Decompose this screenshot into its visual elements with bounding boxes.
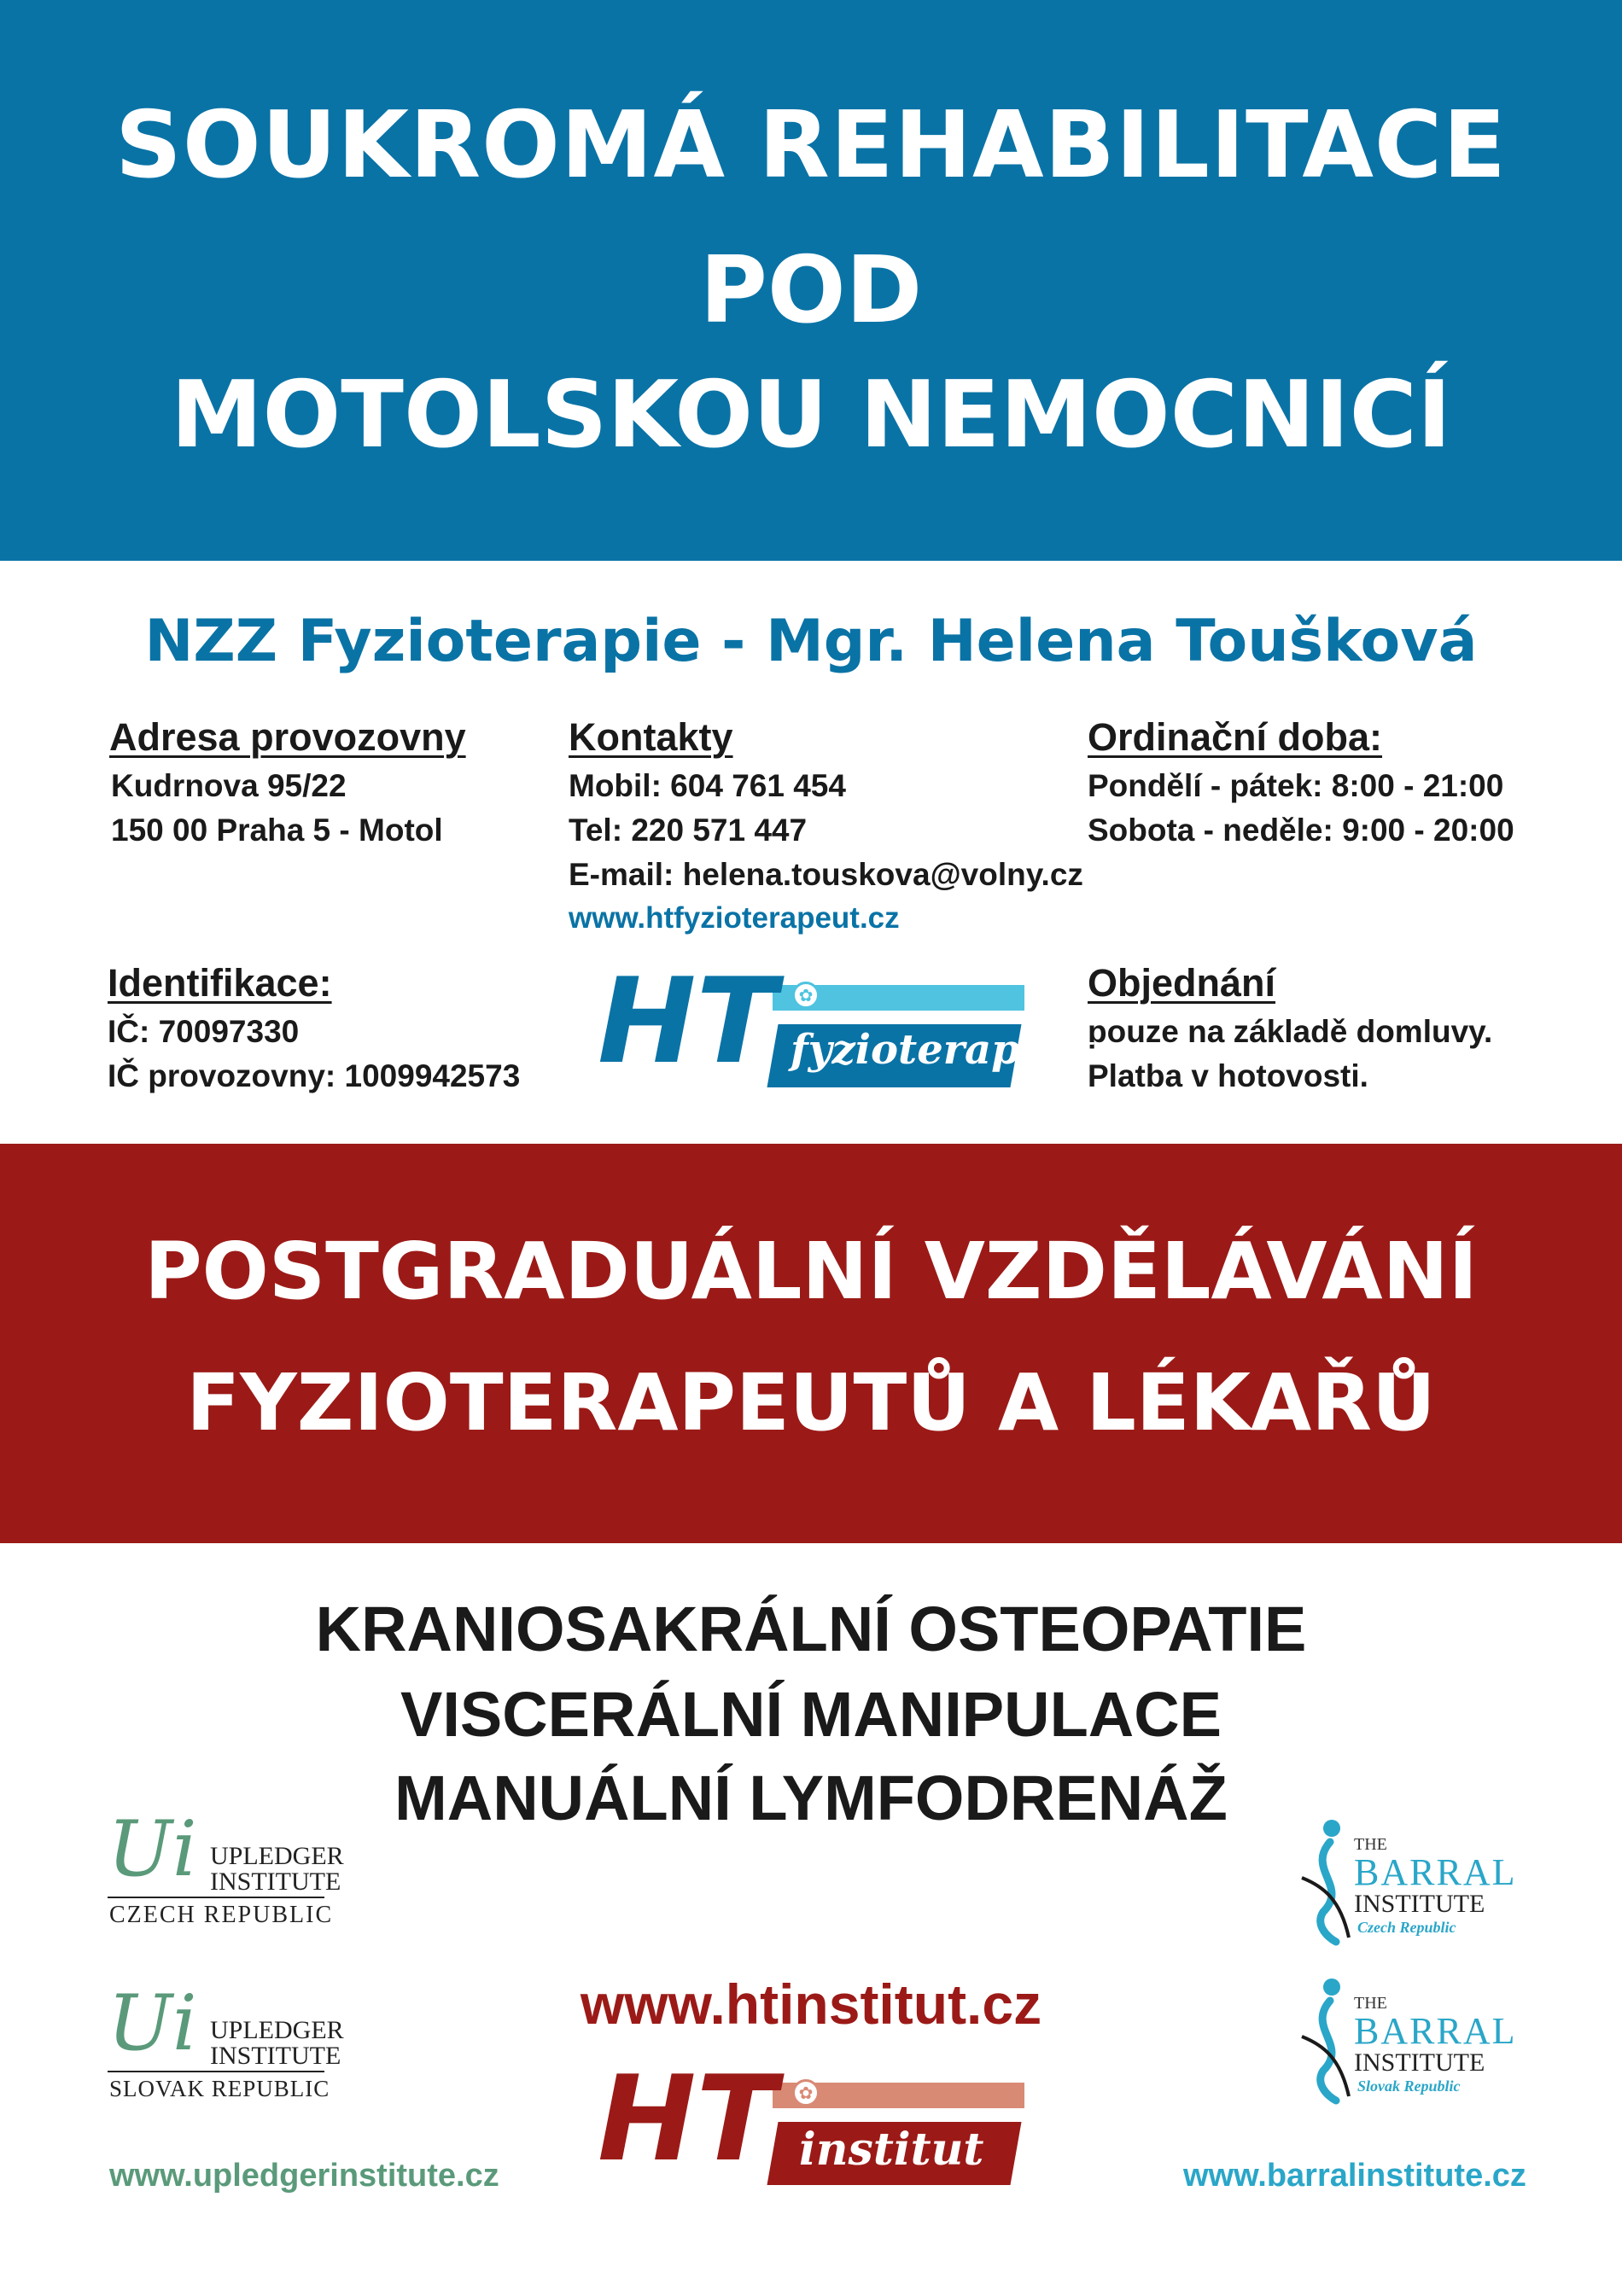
barral-website-link[interactable]: www.barralinstitute.cz xyxy=(1183,2158,1526,2194)
service-visceral: VISCERÁLNÍ MANIPULACE xyxy=(400,1679,1222,1750)
divider xyxy=(108,2071,324,2072)
hero-title-line-2: POD xyxy=(699,237,923,344)
provider-name: NZZ Fyzioterapie - Mgr. Helena Toušková xyxy=(144,608,1478,675)
upledger-ui-icon: Ui xyxy=(108,1804,197,1894)
ordering-payment: Platba v hotovosti. xyxy=(1088,1058,1368,1093)
ordering-note: pouze na základě domluvy. xyxy=(1088,1014,1493,1049)
barral-figure-icon xyxy=(1289,1818,1357,1946)
hero-title-line-3: MOTOLSKOU NEMOCNICÍ xyxy=(170,362,1452,469)
barral-the: THE xyxy=(1354,1994,1387,2013)
contact-tel: Tel: 220 571 447 xyxy=(569,813,808,848)
address-heading: Adresa provozovny xyxy=(109,715,466,759)
contact-mobile: Mobil: 604 761 454 xyxy=(569,768,846,803)
ht-fyzioterapeut-logo xyxy=(598,953,1095,1093)
hours-weekend: Sobota - neděle: 9:00 - 20:00 xyxy=(1088,813,1514,848)
education-band xyxy=(0,1144,1622,1543)
upledger-country: SLOVAK REPUBLIC xyxy=(109,2076,330,2101)
ordering-heading: Objednání xyxy=(1088,961,1276,1005)
flower-icon: ✿ xyxy=(792,2079,820,2107)
upledger-ui-icon: Ui xyxy=(108,1978,197,2068)
education-title-line-2: FYZIOTERAPEUTŮ A LÉKAŘŮ xyxy=(186,1357,1436,1448)
barral-institute: INSTITUTE xyxy=(1354,2048,1485,2077)
upledger-country: CZECH REPUBLIC xyxy=(109,1902,334,1928)
ht-institut-logo xyxy=(598,2050,1024,2190)
contact-website-link[interactable]: www.htfyzioterapeut.cz xyxy=(569,901,900,935)
upledger-czech-logo xyxy=(108,1804,344,1929)
logo-letters: HT xyxy=(598,953,777,1090)
contact-email[interactable]: E-mail: helena.touskova@volny.cz xyxy=(569,857,1083,892)
identification-ic: IČ: 70097330 xyxy=(108,1014,300,1049)
upledger-name: UPLEDGER xyxy=(210,1842,344,1870)
identification-ic-provozovny: IČ provozovny: 1009942573 xyxy=(108,1058,521,1093)
service-lymphdrainage: MANUÁLNÍ LYMFODRENÁŽ xyxy=(394,1763,1228,1833)
upledger-institute: INSTITUTE xyxy=(210,2042,341,2070)
logo-word: institut xyxy=(799,2124,984,2176)
barral-czech-logo xyxy=(1289,1818,1528,1955)
address-street: Kudrnova 95/22 xyxy=(111,768,347,803)
barral-country: Slovak Republic xyxy=(1357,2077,1461,2095)
barral-country: Czech Republic xyxy=(1357,1919,1456,1936)
barral-the: THE xyxy=(1354,1835,1387,1854)
barral-name: BARRAL xyxy=(1354,2010,1517,2052)
hours-heading: Ordinační doba: xyxy=(1088,715,1383,759)
service-craniosacral: KRANIOSAKRÁLNÍ OSTEOPATIE xyxy=(315,1594,1307,1664)
barral-name: BARRAL xyxy=(1354,1851,1517,1893)
barral-institute: INSTITUTE xyxy=(1354,1890,1485,1918)
upledger-website-link[interactable]: www.upledgerinstitute.cz xyxy=(109,2158,499,2194)
upledger-institute: INSTITUTE xyxy=(210,1868,341,1896)
identification-heading: Identifikace: xyxy=(108,961,332,1005)
upledger-name: UPLEDGER xyxy=(210,2016,344,2044)
hours-weekdays: Pondělí - pátek: 8:00 - 21:00 xyxy=(1088,768,1504,803)
ht-institut-website-link[interactable]: www.htinstitut.cz xyxy=(580,1973,1042,2036)
hero-title-line-1: SOUKROMÁ REHABILITACE xyxy=(115,92,1507,199)
logo-word: fyzioterapeut xyxy=(791,1026,1095,1074)
address-city: 150 00 Praha 5 - Motol xyxy=(111,813,443,848)
contacts-heading: Kontakty xyxy=(569,715,733,759)
divider xyxy=(108,1897,324,1898)
flower-icon: ✿ xyxy=(792,982,820,1009)
logo-letters: HT xyxy=(598,2050,777,2188)
education-title-line-1: POSTGRADUÁLNÍ VZDĚLÁVÁNÍ xyxy=(144,1226,1478,1317)
